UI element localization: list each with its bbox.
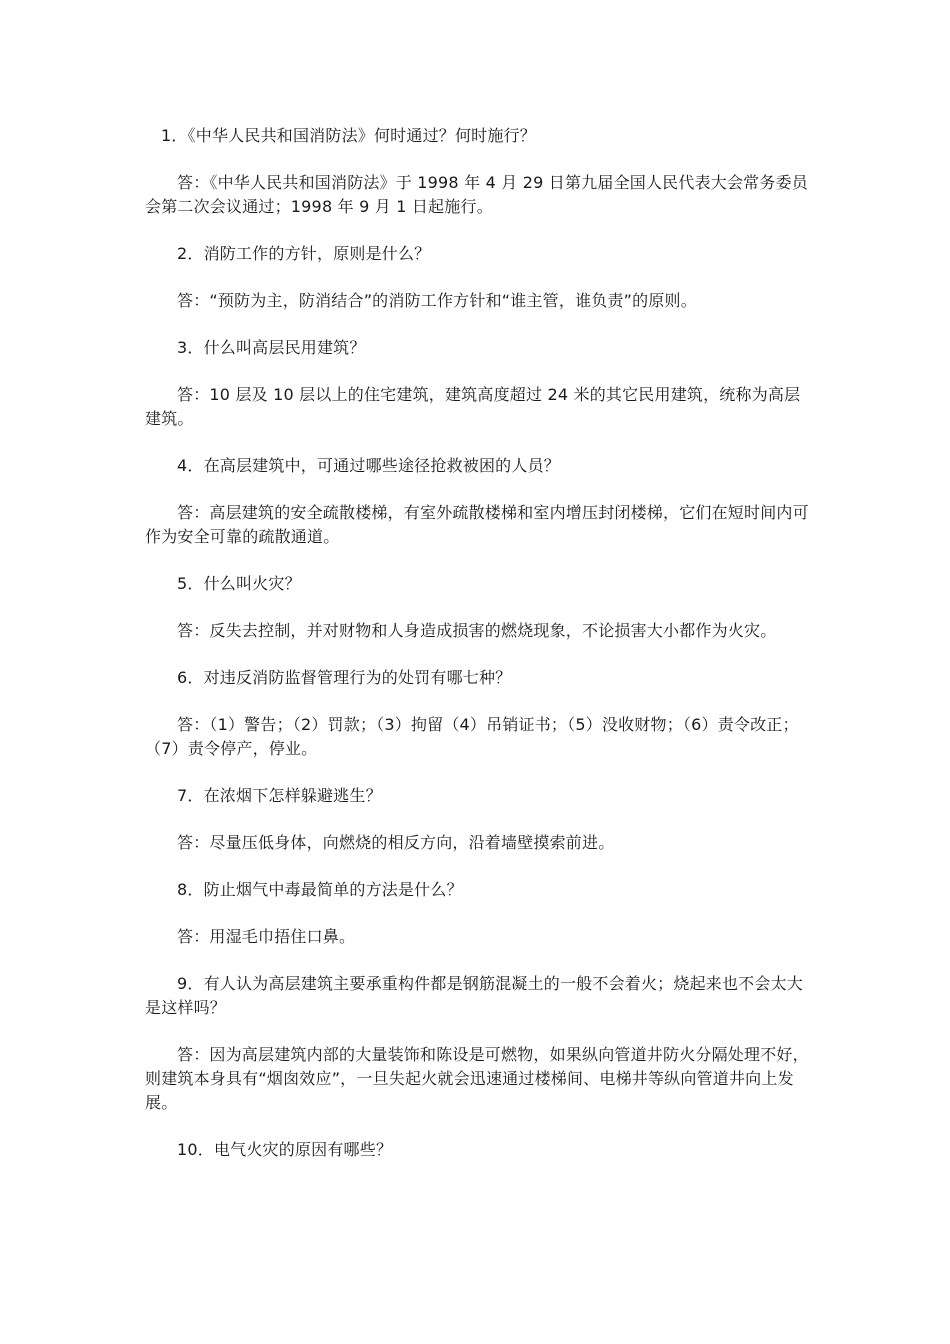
question-8: 8．防止烟气中毒最简单的方法是什么？ (177, 880, 463, 899)
question-9: 9．有人认为高层建筑主要承重构件都是钢筋混凝土的一般不会着火；烧起来也不会太大是这样吗？ (145, 974, 803, 1017)
question-6: 6．对违反消防监督管理行为的处罚有哪七种？ (177, 668, 512, 687)
answer-8: 答：用湿毛巾捂住口鼻。 (177, 927, 356, 946)
question-4: 4．在高层建筑中，可通过哪些途径抢救被困的人员？ (177, 456, 560, 475)
answer-1: 答：《中华人民共和国消防法》于 1998 年 4 月 29 日第九届全国人民代表大会常务委员会第二次会议通过；1998 年 9 月 1 日起施行。 (145, 173, 808, 216)
answer-9: 答：因为高层建筑内部的大量装饰和陈设是可燃物，如果纵向管道井防火分隔处理不好，则建筑本身具有“烟囱效应”，一旦失起火就会迅速通过楼梯间、电梯井等纵向管道井向上发展。 (145, 1045, 809, 1112)
question-5: 5．什么叫火灾？ (177, 574, 301, 593)
question-1: 1．《中华人民共和国消防法》何时通过？何时施行？ (161, 126, 536, 145)
question-7: 7．在浓烟下怎样躲避逃生？ (177, 786, 382, 805)
answer-2: 答：“预防为主，防消结合”的消防工作方针和“谁主管，谁负责”的原则。 (177, 291, 697, 310)
question-3: 3．什么叫高层民用建筑？ (177, 338, 366, 357)
answer-3: 答：10 层及 10 层以上的住宅建筑，建筑高度超过 24 米的其它民用建筑，统称为高层建筑。 (145, 385, 801, 428)
answer-4: 答：高层建筑的安全疏散楼梯，有室外疏散楼梯和室内增压封闭楼梯，它们在短时间内可作为安全可靠的疏散通道。 (145, 503, 809, 546)
question-2: 2．消防工作的方针，原则是什么？ (177, 244, 431, 263)
answer-7: 答：尽量压低身体，向燃烧的相反方向，沿着墙壁摸索前进。 (177, 833, 615, 852)
answer-6: 答：（1）警告；（2）罚款；（3）拘留（4）吊销证书；（5）没收财物；（6）责令改正；（7）责令停产，停业。 (145, 715, 799, 758)
answer-5: 答：反失去控制，并对财物和人身造成损害的燃烧现象，不论损害大小都作为火灾。 (177, 621, 777, 640)
question-10: 10．电气火灾的原因有哪些？ (177, 1140, 393, 1159)
document-body (145, 124, 810, 1185)
